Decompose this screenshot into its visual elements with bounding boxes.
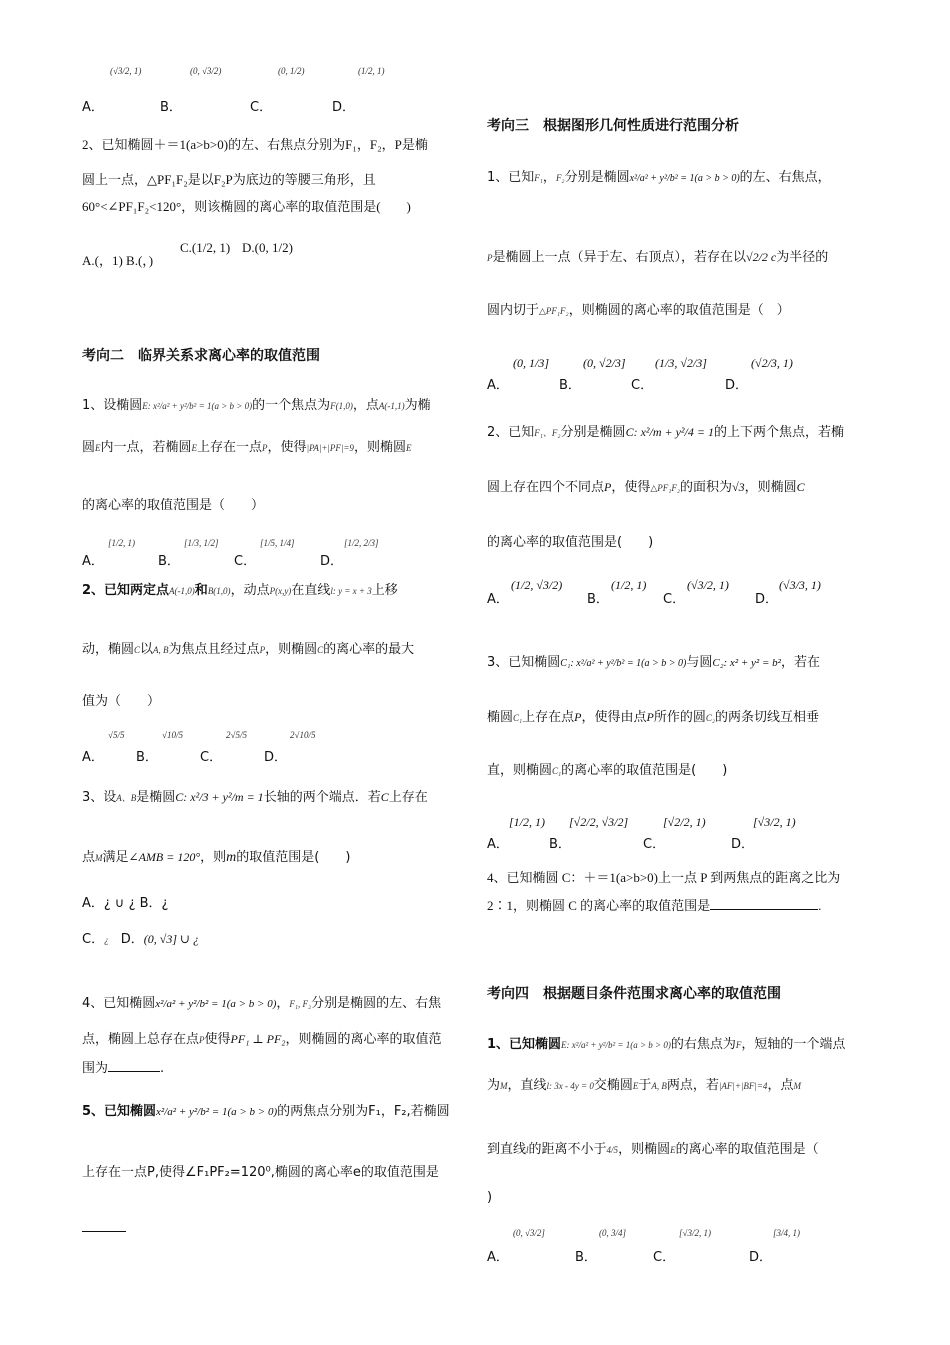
option-c-value: [√3/2, 1) xyxy=(679,1228,711,1238)
q2-line1: 2、已知椭圆＋＝1(a>b>0)的左、右焦点分别为F₁，F₂，P是椭 xyxy=(82,137,428,152)
option-c[interactable]: C． xyxy=(200,750,223,765)
s3q1-line3: 圆内切于△PF₁F₂，则椭圆的离心率的取值范围是（ ） xyxy=(487,303,790,318)
option-c-value: (0, 1/2) xyxy=(278,66,305,76)
option-c-value: [1/5, 1/4] xyxy=(260,538,295,548)
option-d[interactable]: D． xyxy=(332,100,356,115)
s3q2-line2: 圆上存在四个不同点P，使得△PF₁F₂的面积为√3，则椭圆C xyxy=(487,480,805,495)
option-a[interactable]: A． xyxy=(82,100,104,115)
s2q2-line3: 值为（ ） xyxy=(82,694,161,709)
s2q1-line3: 的离心率的取值范围是（ ） xyxy=(82,498,265,513)
option-c-value: (√3/2, 1) xyxy=(687,578,729,592)
s3q3-line1: 3、已知椭圆C₁: x²/a² + y²/b² = 1(a > b > 0)与圆C₂: x² + y² = b²，若在 xyxy=(487,655,820,670)
option-a-value: √5/5 xyxy=(108,730,125,740)
s3q2-line3: 的离心率的取值范围是( ) xyxy=(487,535,654,550)
s2q5-blank xyxy=(82,1218,467,1237)
option-a[interactable]: A． xyxy=(487,378,509,393)
option-d-value: 2√10/5 xyxy=(290,730,316,740)
option-d-value: [1/2, 2/3] xyxy=(344,538,379,548)
option-c[interactable]: C． xyxy=(643,837,666,852)
option-c-value: (1/3, √2/3] xyxy=(655,356,707,370)
s3q1-line1: 1、已知F₁，F₂分别是椭圆x²/a² + y²/b² = 1(a > b > 0)的左、右焦点， xyxy=(487,170,831,185)
option-c[interactable]: C． xyxy=(82,932,105,947)
option-a-value: (0, √3/2] xyxy=(513,1228,545,1238)
option-b[interactable]: B． xyxy=(549,837,571,852)
option-a[interactable]: A． xyxy=(82,750,104,765)
s4q1-line3: 到直线l的距离不小于4/5，则椭圆E的离心率的取值范围是（ xyxy=(487,1142,819,1157)
option-d[interactable]: D． xyxy=(749,1250,773,1265)
q2-line3: 60°<∠PF₁F₂<120°，则该椭圆的离心率的取值范围是( ) xyxy=(82,199,411,214)
s4q1-line4: ) xyxy=(487,1190,493,1205)
s2q3-options-ab[interactable]: A．¿ ∪ ¿ B．¿ xyxy=(82,896,169,911)
option-b[interactable]: B． xyxy=(559,378,581,393)
option-a[interactable]: A． xyxy=(82,554,104,569)
option-c[interactable]: C． xyxy=(653,1250,676,1265)
s3q2-line1: 2、已知F₁、F₂分别是椭圆C: x²/m + y²/4 = 1的上下两个焦点，若椭 xyxy=(487,425,844,440)
option-b[interactable]: B． xyxy=(158,554,180,569)
s4q1-line2: 为M，直线l: 3x - 4y = 0交椭圆E于A, B两点，若|AF|+|BF|=4，点M xyxy=(487,1078,801,1093)
s3q3-line2: 椭圆C₁上存在点P，使得由点P所作的圆C₂的两条切线互相垂 xyxy=(487,710,820,725)
s2q3-options-cd: C．¿ D．(0, √3] ∪ ¿ xyxy=(82,932,200,947)
option-b[interactable]: B． xyxy=(136,750,158,765)
option-a[interactable]: A． xyxy=(487,592,509,607)
option-b-value: [1/3, 1/2] xyxy=(184,538,219,548)
s3q1-line2: P是椭圆上一点（异于左、右顶点），若存在以√2/2 c为半径的 xyxy=(487,250,829,265)
option-d-value: [3/4, 1) xyxy=(773,1228,800,1238)
option-b-value: √10/5 xyxy=(162,730,183,740)
s2q4-line2: 点，椭圆上总存在点P使得PF₁ ⊥ PF₂，则椭圆的离心率的取值范 xyxy=(82,1032,442,1047)
option-d[interactable]: D． xyxy=(731,837,755,852)
option-b-value: (1/2, 1) xyxy=(611,578,647,592)
q2-option-ab[interactable]: A.(，1) B.(，) xyxy=(82,253,154,268)
option-b[interactable]: B． xyxy=(575,1250,597,1265)
s3q4-line1: 4、已知椭圆 C：＋＝1(a>b>0)上一点 P 到两焦点的距离之比为 xyxy=(487,870,841,885)
option-b-value: (0, √3/2) xyxy=(190,66,222,76)
s2q2-line2: 动，椭圆C以A, B为焦点且经过点P，则椭圆C的离心率的最大 xyxy=(82,642,415,657)
s2q4-line3: 围为 . xyxy=(82,1058,467,1077)
option-c[interactable]: C． xyxy=(663,592,686,607)
s2q3-line2: 点M满足∠AMB = 120°，则m的取值范围是( ) xyxy=(82,850,351,865)
option-d[interactable]: D． xyxy=(725,378,749,393)
s2q3-line1: 3、设A、B是椭圆C: x²/3 + y²/m = 1长轴的两个端点．若C上存在 xyxy=(82,790,428,805)
option-a-value: (√3/2, 1) xyxy=(110,66,142,76)
s2q5-line2: 上存在一点P,使得∠F₁PF₂=120⁰,椭圆的离心率e的取值范围是 xyxy=(82,1165,439,1180)
q2-option-d[interactable]: D.(0, 1/2) xyxy=(242,240,293,255)
q2-option-c[interactable]: C.(1/2, 1) xyxy=(180,240,231,255)
option-c[interactable]: C． xyxy=(234,554,257,569)
option-d[interactable]: D． xyxy=(755,592,779,607)
s2q5-line1: 5、已知椭圆x²/a² + y²/b² = 1(a > b > 0)的两焦点分别为F₁，F₂,若椭圆 xyxy=(82,1104,450,1119)
option-a[interactable]: A． xyxy=(487,837,509,852)
option-a-value: [1/2, 1) xyxy=(509,815,545,829)
option-b-value: (0, 3/4] xyxy=(599,1228,626,1238)
s4q1-line1: 1、已知椭圆E: x²/a² + y²/b² = 1(a > b > 0)的右焦点为F，短轴的一个端点 xyxy=(487,1037,846,1052)
option-c[interactable]: C． xyxy=(250,100,273,115)
s3q3-line3: 直，则椭圆C₁的离心率的取值范围是( ) xyxy=(487,763,728,778)
option-d[interactable]: D． xyxy=(120,932,144,947)
s2q4-line1: 4、已知椭圆x²/a² + y²/b² = 1(a > b > 0)，F₁, F₂分别是椭圆的左、右焦 xyxy=(82,996,442,1011)
option-d-value: [√3/2, 1) xyxy=(753,815,796,829)
option-d[interactable]: D． xyxy=(320,554,344,569)
option-a-value: (1/2, √3/2) xyxy=(511,578,563,592)
option-d-value: (1/2, 1) xyxy=(358,66,385,76)
option-c-value: 2√5/5 xyxy=(226,730,247,740)
option-b[interactable]: B． xyxy=(160,100,182,115)
s2q1-line1: 1、设椭圆E: x²/a² + y²/b² = 1(a > b > 0)的一个焦点为F(1,0)，点A(-1,1)为椭 xyxy=(82,398,431,413)
option-b[interactable]: B． xyxy=(587,592,609,607)
option-a-value: (0, 1/3] xyxy=(513,356,549,370)
option-c-value: [√2/2, 1) xyxy=(663,815,706,829)
option-a-value: [1/2, 1) xyxy=(108,538,135,548)
option-c[interactable]: C． xyxy=(631,378,654,393)
answer-blank[interactable] xyxy=(108,1058,160,1072)
s3q4-line2: 2∶1，则椭圆 C 的离心率的取值范围是 . xyxy=(487,898,822,913)
answer-blank[interactable] xyxy=(710,896,818,910)
option-a[interactable]: A． xyxy=(487,1250,509,1265)
option-d[interactable]: D． xyxy=(264,750,288,765)
option-b-value: [√2/2, √3/2] xyxy=(569,815,629,829)
s2q1-line2: 圆E内一点，若椭圆E上存在一点P，使得|PA|+|PF|=9，则椭圆E xyxy=(82,440,412,455)
s2q2-line1: 2、已知两定点A(-1,0)和B(1,0)，动点P(x,y)在直线l: y = x + 3上移 xyxy=(82,583,398,598)
option-d-value: (√3/3, 1) xyxy=(779,578,821,592)
q2-line2: 圆上一点，△PF₁F₂是以F₂P为底边的等腰三角形，且 xyxy=(82,172,376,187)
section2-title: 考向二 临界关系求离心率的取值范围 xyxy=(82,348,320,364)
answer-blank[interactable] xyxy=(82,1218,126,1232)
section4-title: 考向四 根据题目条件范围求离心率的取值范围 xyxy=(487,986,781,1002)
option-d-value: (√2/3, 1) xyxy=(751,356,793,370)
section3-title: 考向三 根据图形几何性质进行范围分析 xyxy=(487,118,739,134)
option-b-value: (0, √2/3] xyxy=(583,356,626,370)
